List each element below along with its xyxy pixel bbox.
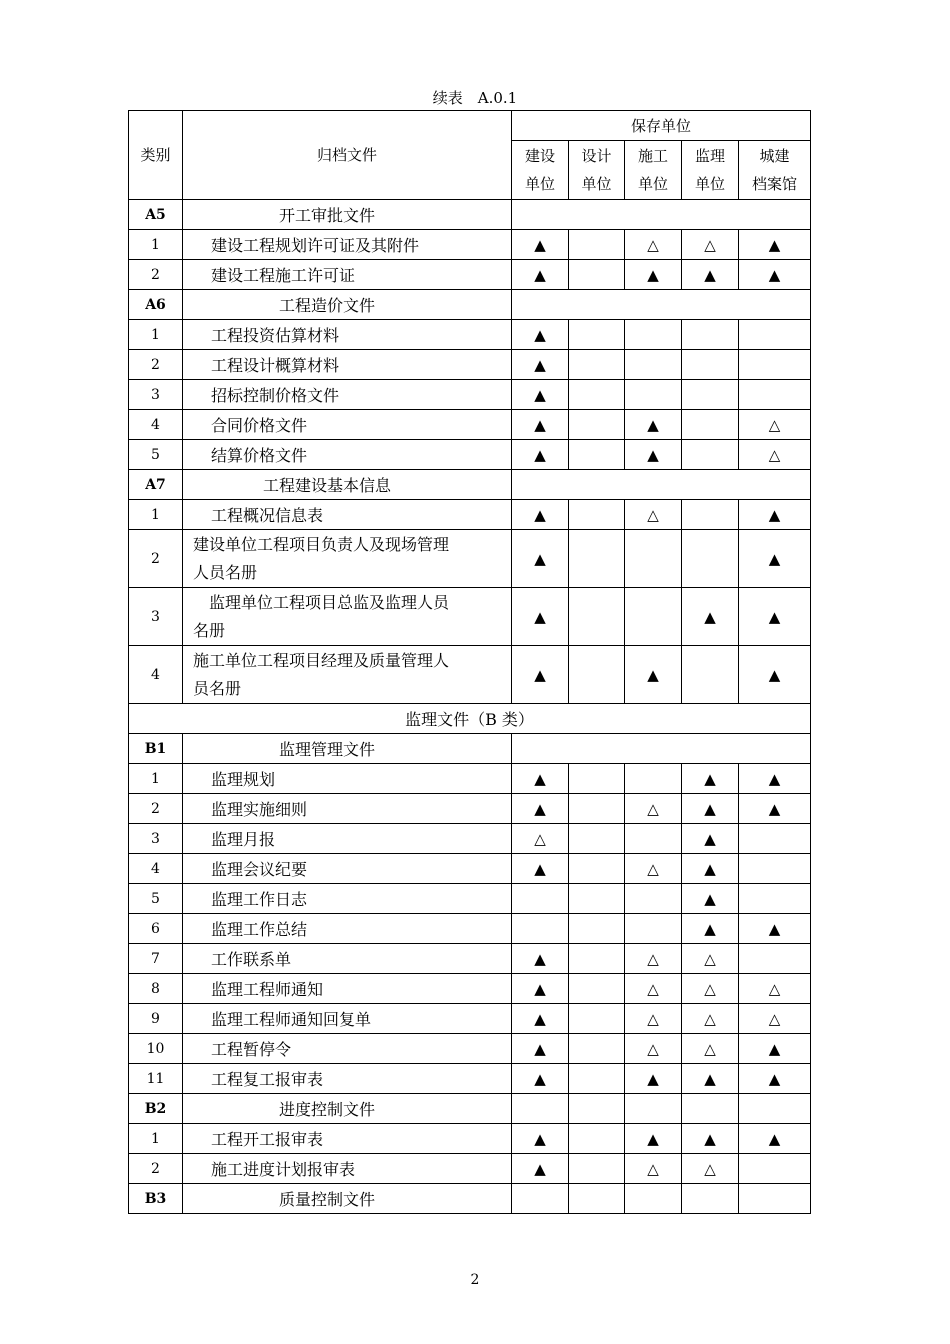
table-row (129, 230, 811, 260)
storage-mark: ▲ (682, 1124, 739, 1154)
storage-mark: ▲ (512, 320, 569, 350)
header-unit-contractor: 施工 单位 (625, 141, 682, 200)
document-title: 施工进度计划报审表 (183, 1154, 512, 1184)
empty-cell (569, 1094, 625, 1124)
storage-mark: ▲ (512, 440, 569, 470)
table-caption: 续表 A.0.1 (432, 89, 518, 107)
category-banner: 监理文件（B 类） (129, 704, 811, 734)
document-title (183, 588, 512, 646)
storage-mark (569, 1154, 625, 1184)
row-number: 4 (129, 410, 183, 440)
document-title: 合同价格文件 (183, 410, 512, 440)
storage-mark: △ (682, 230, 739, 260)
storage-mark (569, 1004, 625, 1034)
table-row (129, 530, 811, 588)
table-row (129, 884, 811, 914)
storage-mark (569, 914, 625, 944)
section-title: 质量控制文件 (183, 1184, 512, 1214)
storage-mark (569, 1124, 625, 1154)
storage-mark: △ (625, 1154, 682, 1184)
storage-mark: ▲ (625, 410, 682, 440)
storage-mark: ▲ (512, 260, 569, 290)
row-number: 1 (129, 764, 183, 794)
empty-cell (512, 200, 811, 230)
section-code: A6 (129, 290, 183, 320)
storage-mark (569, 974, 625, 1004)
row-number: 9 (129, 1004, 183, 1034)
empty-cell (512, 470, 811, 500)
storage-mark: △ (625, 944, 682, 974)
storage-mark: ▲ (682, 794, 739, 824)
header-unit-supervision: 监理 单位 (682, 141, 739, 200)
storage-mark: ▲ (512, 1154, 569, 1184)
storage-mark (569, 944, 625, 974)
empty-cell (739, 1094, 811, 1124)
storage-mark: ▲ (739, 914, 811, 944)
storage-mark: ▲ (739, 230, 811, 260)
storage-mark: △ (739, 974, 811, 1004)
storage-mark: ▲ (682, 854, 739, 884)
storage-mark: ▲ (512, 1124, 569, 1154)
storage-mark (569, 410, 625, 440)
storage-mark (625, 320, 682, 350)
storage-mark: ▲ (739, 1064, 811, 1094)
storage-mark: ▲ (739, 500, 811, 530)
storage-mark: △ (739, 440, 811, 470)
document-title: 工程暂停令 (183, 1034, 512, 1064)
storage-mark: △ (682, 1034, 739, 1064)
table-row (129, 440, 811, 470)
storage-mark (569, 764, 625, 794)
table-row (129, 410, 811, 440)
storage-mark (682, 530, 739, 588)
section-title: 工程造价文件 (183, 290, 512, 320)
empty-cell (512, 1184, 569, 1214)
section-title: 开工审批文件 (183, 200, 512, 230)
storage-mark: ▲ (739, 588, 811, 646)
section-code: B3 (129, 1184, 183, 1214)
row-number: 1 (129, 230, 183, 260)
storage-mark (682, 440, 739, 470)
empty-cell (682, 1184, 739, 1214)
storage-mark: ▲ (625, 646, 682, 704)
document-title: 工程复工报审表 (183, 1064, 512, 1094)
table-row (129, 764, 811, 794)
storage-mark (569, 854, 625, 884)
storage-mark (625, 764, 682, 794)
storage-mark: ▲ (512, 794, 569, 824)
row-number: 10 (129, 1034, 183, 1064)
table-row (129, 380, 811, 410)
row-number: 2 (129, 350, 183, 380)
storage-mark (569, 1034, 625, 1064)
archive-table (128, 110, 811, 1214)
document-title-line: 监理单位工程项目总监及监理人员 (193, 592, 450, 612)
table-row (129, 1154, 811, 1184)
storage-mark: ▲ (682, 1064, 739, 1094)
empty-cell (739, 1184, 811, 1214)
section-code: A5 (129, 200, 183, 230)
storage-mark: ▲ (512, 1034, 569, 1064)
storage-mark: ▲ (682, 260, 739, 290)
row-number: 3 (129, 380, 183, 410)
storage-mark (569, 530, 625, 588)
document-title-line: 施工单位工程项目经理及质量管理人 (193, 650, 450, 670)
storage-mark: ▲ (682, 914, 739, 944)
section-row (129, 1094, 811, 1124)
storage-mark (512, 914, 569, 944)
document-title: 工程设计概算材料 (183, 350, 512, 380)
header-document: 归档文件 (183, 111, 512, 200)
storage-mark (682, 646, 739, 704)
document-title: 工程开工报审表 (183, 1124, 512, 1154)
storage-mark (625, 350, 682, 380)
storage-mark: △ (739, 1004, 811, 1034)
table-row (129, 646, 811, 704)
storage-mark: ▲ (512, 1004, 569, 1034)
header-category: 类别 (129, 111, 183, 200)
document-title (183, 646, 512, 704)
storage-mark (682, 500, 739, 530)
storage-mark (682, 410, 739, 440)
table-row (129, 1034, 811, 1064)
storage-mark: ▲ (512, 646, 569, 704)
row-number: 2 (129, 794, 183, 824)
document-title-line: 名册 (193, 620, 226, 640)
table-row (129, 500, 811, 530)
storage-mark: △ (625, 854, 682, 884)
table-row (129, 974, 811, 1004)
storage-mark: ▲ (682, 824, 739, 854)
storage-mark (512, 884, 569, 914)
row-number: 1 (129, 320, 183, 350)
storage-mark: ▲ (739, 1034, 811, 1064)
document-title: 结算价格文件 (183, 440, 512, 470)
storage-mark: ▲ (625, 260, 682, 290)
storage-mark (569, 500, 625, 530)
table-row (129, 350, 811, 380)
empty-cell (512, 734, 811, 764)
storage-mark (739, 350, 811, 380)
document-title-line: 人员名册 (193, 562, 258, 582)
section-row (129, 200, 811, 230)
storage-mark: ▲ (512, 764, 569, 794)
header-row-1 (129, 111, 811, 141)
document-title-line: 建设单位工程项目负责人及现场管理 (193, 534, 450, 554)
storage-mark (569, 1064, 625, 1094)
storage-mark (569, 320, 625, 350)
storage-mark (739, 380, 811, 410)
storage-mark: ▲ (739, 1124, 811, 1154)
storage-mark: △ (625, 1034, 682, 1064)
document-title: 建设工程规划许可证及其附件 (183, 230, 512, 260)
row-number: 3 (129, 588, 183, 646)
row-number: 7 (129, 944, 183, 974)
section-code: B2 (129, 1094, 183, 1124)
storage-mark: △ (625, 1004, 682, 1034)
storage-mark: △ (682, 1004, 739, 1034)
header-storage: 保存单位 (512, 111, 811, 141)
empty-cell (625, 1094, 682, 1124)
storage-mark: ▲ (512, 530, 569, 588)
storage-mark: ▲ (739, 646, 811, 704)
storage-mark: ▲ (512, 944, 569, 974)
document-title: 监理工程师通知回复单 (183, 1004, 512, 1034)
table-row (129, 824, 811, 854)
storage-mark: ▲ (739, 260, 811, 290)
section-title: 进度控制文件 (183, 1094, 512, 1124)
table-row (129, 914, 811, 944)
storage-mark: △ (625, 500, 682, 530)
section-code: B1 (129, 734, 183, 764)
storage-mark: ▲ (512, 974, 569, 1004)
table-row (129, 1004, 811, 1034)
storage-mark (625, 380, 682, 410)
storage-mark: ▲ (512, 500, 569, 530)
row-number: 2 (129, 530, 183, 588)
row-number: 4 (129, 646, 183, 704)
storage-mark: △ (625, 794, 682, 824)
category-banner-row (129, 704, 811, 734)
storage-mark (569, 350, 625, 380)
storage-mark: ▲ (625, 440, 682, 470)
storage-mark (625, 884, 682, 914)
storage-mark (739, 320, 811, 350)
row-number: 3 (129, 824, 183, 854)
storage-mark (569, 884, 625, 914)
header-unit-construction: 建设 单位 (512, 141, 569, 200)
storage-mark (625, 824, 682, 854)
archive-table-body (129, 111, 811, 1214)
storage-mark: ▲ (625, 1124, 682, 1154)
document-title-line: 员名册 (193, 678, 242, 698)
document-title: 监理工作总结 (183, 914, 512, 944)
row-number: 2 (129, 260, 183, 290)
header-unit-archive: 城建 档案馆 (739, 141, 811, 200)
storage-mark (682, 350, 739, 380)
row-number: 5 (129, 884, 183, 914)
table-row (129, 1064, 811, 1094)
storage-mark: △ (512, 824, 569, 854)
storage-mark (569, 588, 625, 646)
storage-mark (569, 646, 625, 704)
storage-mark: △ (682, 944, 739, 974)
empty-cell (512, 290, 811, 320)
document-title: 监理实施细则 (183, 794, 512, 824)
storage-mark (625, 588, 682, 646)
section-row (129, 734, 811, 764)
document-title: 工程投资估算材料 (183, 320, 512, 350)
storage-mark: △ (682, 1154, 739, 1184)
row-number: 1 (129, 500, 183, 530)
storage-mark (682, 320, 739, 350)
section-row (129, 1184, 811, 1214)
page-number: 2 (470, 1272, 480, 1288)
empty-cell (625, 1184, 682, 1214)
storage-mark: ▲ (739, 530, 811, 588)
storage-mark (739, 824, 811, 854)
table-row (129, 588, 811, 646)
storage-mark (682, 380, 739, 410)
storage-mark: ▲ (512, 588, 569, 646)
storage-mark (625, 530, 682, 588)
storage-mark: ▲ (512, 410, 569, 440)
storage-mark: △ (625, 230, 682, 260)
storage-mark (739, 884, 811, 914)
storage-mark (739, 1154, 811, 1184)
row-number: 1 (129, 1124, 183, 1154)
section-row (129, 470, 811, 500)
document-title: 建设工程施工许可证 (183, 260, 512, 290)
storage-mark: ▲ (512, 350, 569, 380)
row-number: 8 (129, 974, 183, 1004)
storage-mark: △ (739, 410, 811, 440)
table-row (129, 794, 811, 824)
storage-mark (569, 440, 625, 470)
row-number: 2 (129, 1154, 183, 1184)
storage-mark (569, 824, 625, 854)
table-row (129, 1124, 811, 1154)
storage-mark: ▲ (512, 854, 569, 884)
storage-mark (739, 944, 811, 974)
document-title: 招标控制价格文件 (183, 380, 512, 410)
document-title: 监理工作日志 (183, 884, 512, 914)
storage-mark (569, 230, 625, 260)
storage-mark: ▲ (739, 764, 811, 794)
document-title: 监理工程师通知 (183, 974, 512, 1004)
section-code: A7 (129, 470, 183, 500)
table-row (129, 320, 811, 350)
storage-mark (569, 380, 625, 410)
storage-mark: ▲ (512, 380, 569, 410)
storage-mark: △ (625, 974, 682, 1004)
empty-cell (512, 1094, 569, 1124)
table-row (129, 854, 811, 884)
storage-mark: △ (682, 974, 739, 1004)
empty-cell (569, 1184, 625, 1214)
storage-mark: ▲ (739, 794, 811, 824)
row-number: 4 (129, 854, 183, 884)
document-title (183, 530, 512, 588)
storage-mark: ▲ (682, 764, 739, 794)
section-row (129, 290, 811, 320)
header-unit-design: 设计 单位 (569, 141, 625, 200)
section-title: 监理管理文件 (183, 734, 512, 764)
document-title: 工程概况信息表 (183, 500, 512, 530)
row-number: 11 (129, 1064, 183, 1094)
storage-mark: ▲ (625, 1064, 682, 1094)
storage-mark: ▲ (682, 884, 739, 914)
storage-mark (625, 914, 682, 944)
row-number: 6 (129, 914, 183, 944)
document-title: 监理规划 (183, 764, 512, 794)
storage-mark: ▲ (682, 588, 739, 646)
storage-mark: ▲ (512, 1064, 569, 1094)
row-number: 5 (129, 440, 183, 470)
document-title: 监理月报 (183, 824, 512, 854)
storage-mark: ▲ (512, 230, 569, 260)
storage-mark (739, 854, 811, 884)
table-row (129, 944, 811, 974)
empty-cell (682, 1094, 739, 1124)
document-title: 工作联系单 (183, 944, 512, 974)
storage-mark (569, 260, 625, 290)
section-title: 工程建设基本信息 (183, 470, 512, 500)
storage-mark (569, 794, 625, 824)
document-title: 监理会议纪要 (183, 854, 512, 884)
table-row (129, 260, 811, 290)
